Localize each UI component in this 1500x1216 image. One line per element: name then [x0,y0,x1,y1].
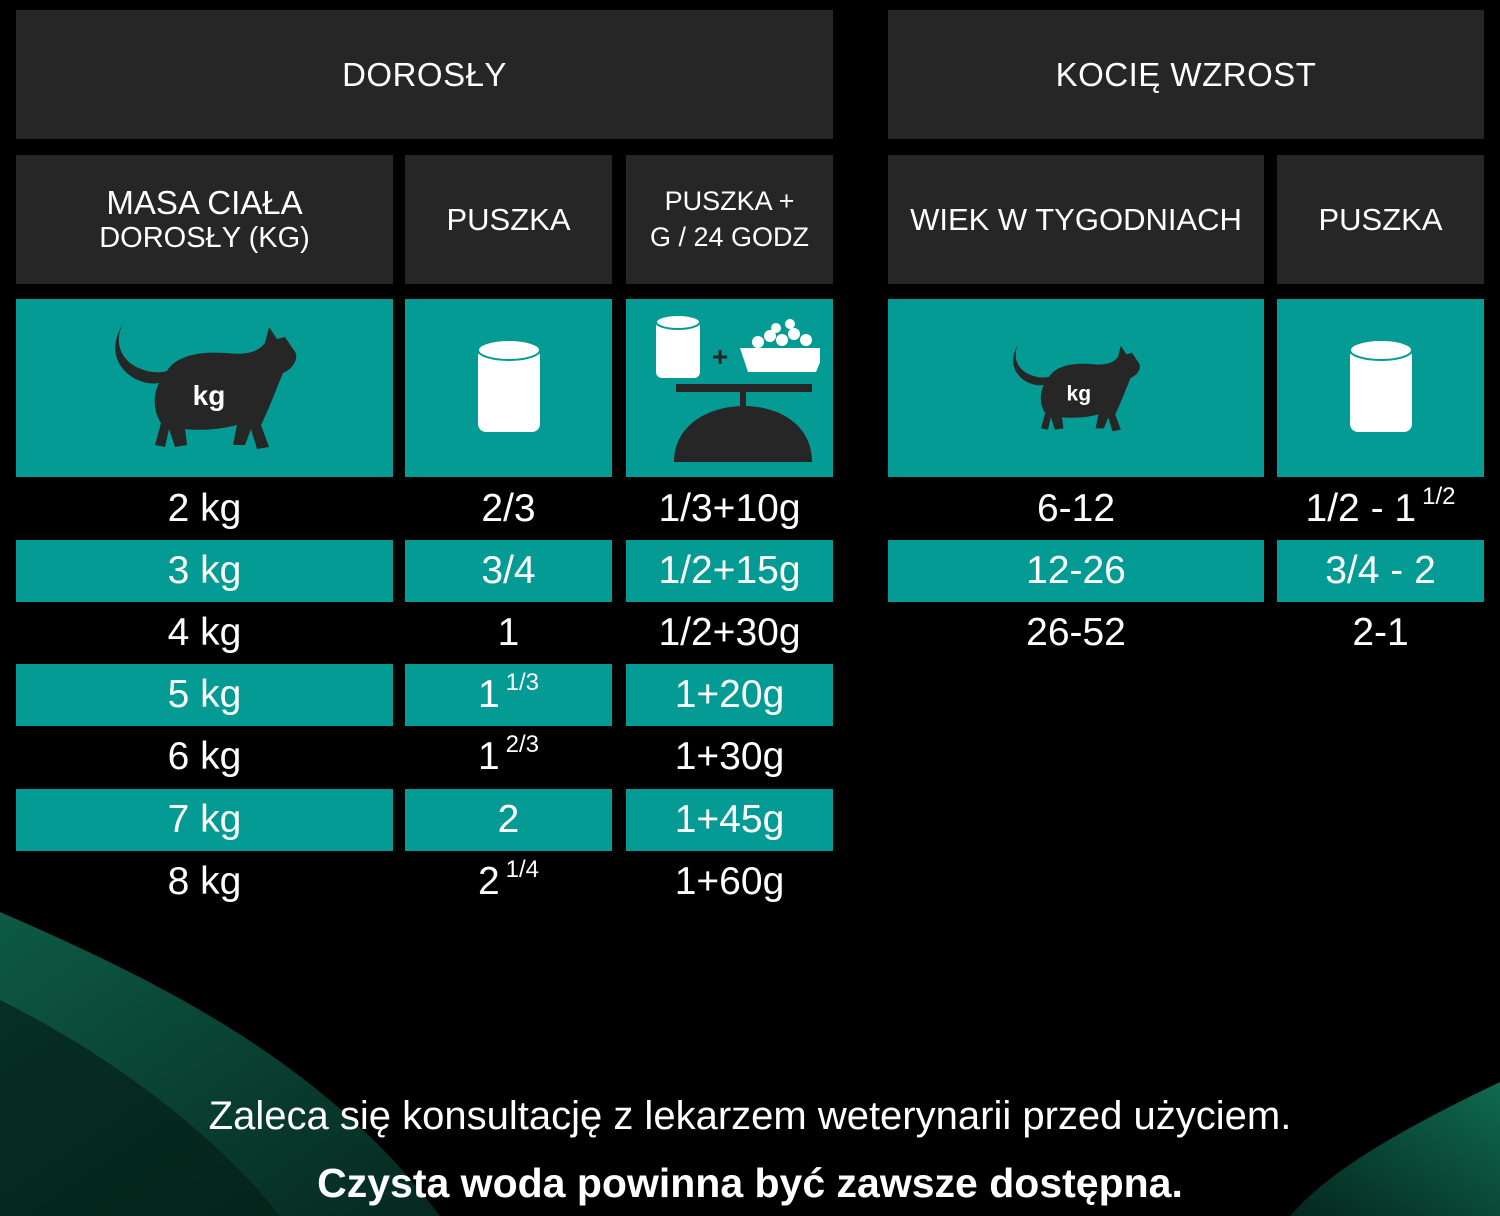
adult-mix-cell [626,726,833,788]
adult-weight-cell [16,789,393,851]
adult-mix-cell [626,851,833,913]
footer-advice: Zaleca się konsultację z lekarzem weterynarii przed użyciem. [208,1094,1292,1138]
adult-mix-cell-value: 1+45g [674,798,785,841]
adult-can-cell [405,540,612,602]
can-icon [476,338,542,438]
adult-mix-icon-cell [626,299,833,477]
can-plus-kibble-scale-icon [640,308,820,468]
adult-col-can-header [405,155,612,284]
adult-can-cell [405,602,612,664]
adult-section-title: DOROSŁY [342,55,507,93]
adult-weight-cell-value: 8 kg [167,860,242,903]
adult-can-cell [405,789,612,851]
adult-can-cell-value: 2 [477,860,500,903]
kitten-can-cell-value: 2-1 [1352,611,1409,654]
kitten-cat-icon-label: kg [1066,381,1092,405]
mix-header-line2: G / 24 GODZ [649,221,810,252]
svg-text:+: + [711,341,728,372]
adult-mix-cell-value: 1+60g [674,860,785,903]
kitten-can-header-label: PUSZKA [1318,201,1443,237]
adult-mix-cell-value: 1+20g [674,673,785,716]
can-header-label: PUSZKA [446,201,571,237]
kitten-cat-icon [1006,336,1146,441]
footer-water-note: Czysta woda powinna być zawsze dostępna. [317,1160,1183,1206]
kitten-can-cell [1277,478,1484,540]
adult-col-weight-header [16,155,393,284]
adult-can-cell-fraction: 1/4 [505,856,540,883]
adult-col-mix-header [626,155,833,284]
adult-can-cell-value: 2/3 [481,487,536,530]
adult-weight-cell [16,726,393,788]
kitten-section-title: KOCIĘ WZROST [1055,55,1317,93]
adult-mix-cell [626,664,833,726]
adult-can-cell-fraction: 1/3 [505,669,540,696]
kitten-can-icon-cell [1277,299,1484,477]
adult-weight-cell [16,664,393,726]
adult-can-cell-value: 2 [497,798,520,841]
adult-can-cell [405,478,612,540]
adult-can-cell-value: 3/4 [481,549,536,592]
adult-section-header [16,10,833,139]
weight-header-line2: DOROSŁY (KG) [99,221,310,254]
adult-weight-icon-cell [16,299,393,477]
adult-mix-cell-value: 1+30g [674,735,785,778]
kitten-can-cell-fraction: 1/2 [1422,483,1456,510]
adult-weight-cell-value: 3 kg [167,549,242,592]
adult-weight-cell-value: 2 kg [167,487,242,530]
kitten-section-header [888,10,1484,139]
adult-weight-cell [16,540,393,602]
adult-can-cell [405,726,612,788]
mix-header-line1: PUSZKA + [664,186,795,217]
kitten-age-cell-value: 26-52 [1026,611,1126,654]
kitten-can-icon [1348,338,1414,438]
cat-icon-label: kg [192,380,225,411]
adult-can-cell-value: 1 [477,673,500,716]
adult-mix-cell-value: 1/2+15g [658,549,801,592]
adult-mix-cell-value: 1/3+10g [658,487,801,530]
adult-mix-cell-value: 1/2+30g [658,611,801,654]
adult-weight-cell-value: 4 kg [167,611,242,654]
weight-header-line1: MASA CIAŁA [106,183,303,221]
adult-mix-cell [626,540,833,602]
kitten-col-can-header [1277,155,1484,284]
kitten-can-cell [1277,540,1484,602]
kitten-age-cell [888,478,1264,540]
adult-can-cell [405,851,612,913]
kitten-age-icon-cell [888,299,1264,477]
kitten-age-cell-value: 6-12 [1036,487,1116,530]
adult-weight-cell [16,851,393,913]
kitten-can-cell-value: 3/4 - 2 [1325,549,1436,592]
adult-can-cell [405,664,612,726]
adult-weight-cell-value: 5 kg [167,673,242,716]
cat-icon [105,313,305,463]
adult-weight-cell [16,478,393,540]
kitten-age-cell [888,602,1264,664]
adult-can-icon-cell [405,299,612,477]
adult-weight-cell-value: 6 kg [167,735,242,778]
kitten-age-cell-value: 12-26 [1026,549,1126,592]
adult-weight-cell [16,602,393,664]
kitten-age-cell [888,540,1264,602]
kitten-can-cell [1277,602,1484,664]
adult-mix-cell [626,478,833,540]
kitten-can-cell-value: 1/2 - 1 [1305,487,1417,530]
adult-can-cell-value: 1 [497,611,520,654]
age-header-label: WIEK W TYGODNIACH [910,201,1242,237]
adult-can-cell-value: 1 [477,735,500,778]
adult-can-cell-fraction: 2/3 [505,731,540,758]
adult-weight-cell-value: 7 kg [167,798,242,841]
adult-mix-cell [626,789,833,851]
kitten-col-age-header [888,155,1264,284]
adult-mix-cell [626,602,833,664]
